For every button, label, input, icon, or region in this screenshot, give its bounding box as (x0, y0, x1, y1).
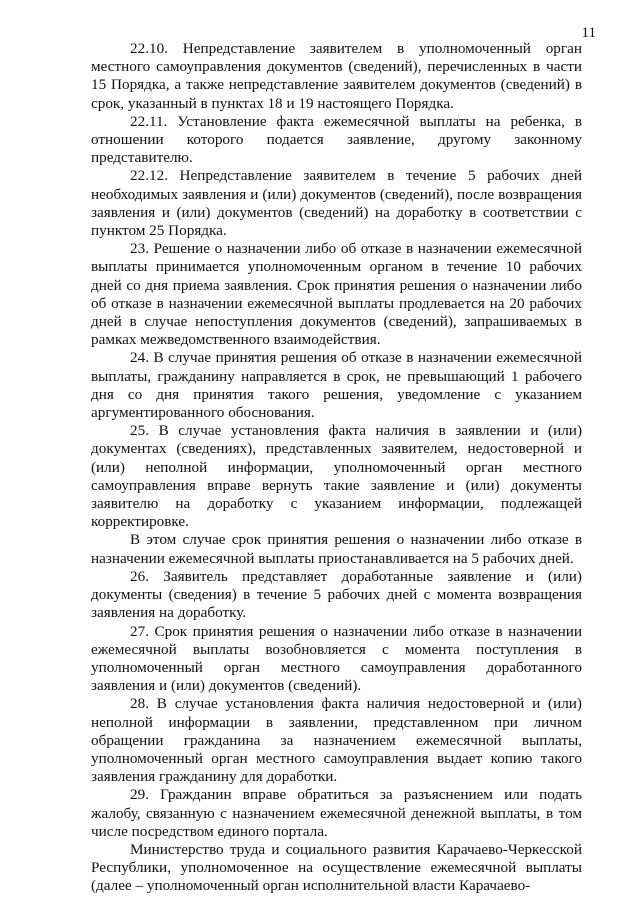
paragraph-25: 25. В случае установления факта наличия в заявлении и (или) документах (сведениях), представленных заявителем, недостоверной и (или) неполной информации, уполномоченный орган местного самоуправления вправе вернуть такие заявление и (или) документы заявителю на доработку с указанием информации, подлежащей корректировке. (91, 422, 582, 531)
paragraph-29: 29. Гражданин вправе обратиться за разъяснением или подать жалобу, связанную с назначением ежемесячной денежной выплаты, в том числе посредством единого портала. (91, 786, 582, 840)
paragraph-22-11: 22.11. Установление факта ежемесячной выплаты на ребенка, в отношении которого подается заявление, другому законному представителю. (91, 112, 582, 167)
document-body (91, 40, 582, 896)
paragraph-25-continuation: В этом случае срок принятия решения о назначении либо отказе в назначении ежемесячной выплаты приостанавливается на 5 рабочих дней. (91, 531, 582, 567)
paragraph-23: 23. Решение о назначении либо об отказе в назначении ежемесячной выплаты принимается уполномоченным органом в течение 10 рабочих дней со дня приема заявления. Срок принятия решения о назначении либо об отказе в назначении ежемесячной выплаты продлевается на 20 рабочих дней в случае непоступления документов (сведений), запрашиваемых в рамках межведомственного взаимодействия. (91, 240, 582, 349)
paragraph-22-10: 22.10. Непредставление заявителем в уполномоченный орган местного самоуправления документов (сведений), перечисленных в части 15 Порядка, а также непредставление заявителем документов (сведений) в срок, указанный в пунктах 18 и 19 настоящего Порядка. (91, 40, 582, 112)
paragraph-28: 28. В случае установления факта наличия недостоверной и (или) неполной информации в заявлении, представленном при личном обращении гражданина за назначением ежемесячной выплаты, уполномоченный орган местного самоуправления выдает копию такого заявления гражданину для доработки. (91, 695, 582, 786)
page-number: 11 (581, 25, 596, 41)
paragraph-26: 26. Заявитель представляет доработанные заявление и (или) документы (сведения) в течение 5 рабочих дней с момента возвращения заявления на доработку. (91, 567, 582, 622)
paragraph-22-12: 22.12. Непредставление заявителем в течение 5 рабочих дней необходимых заявления и (или) документов (сведений), после возвращения заявления и (или) документов (сведений) на доработку в соответствии с пунктом 25 Порядка. (91, 167, 582, 240)
paragraph-ministry: Министерство труда и социального развития Карачаево-Черкесской Республики, уполномоченное на осуществление ежемесячной выплаты (далее – уполномоченный орган исполнительной власти Карачаево- (91, 840, 582, 895)
paragraph-24: 24. В случае принятия решения об отказе в назначении ежемесячной выплаты, гражданину направляется в срок, не превышающий 1 рабочего дня со дня принятия такого решения, уведомление с указанием аргументированного обоснования. (91, 349, 582, 422)
paragraph-27: 27. Срок принятия решения о назначении либо отказе в назначении ежемесячной выплаты возобновляется с момента поступления в уполномоченный орган местного самоуправления доработанного заявления и (или) документов (сведений). (91, 622, 582, 695)
